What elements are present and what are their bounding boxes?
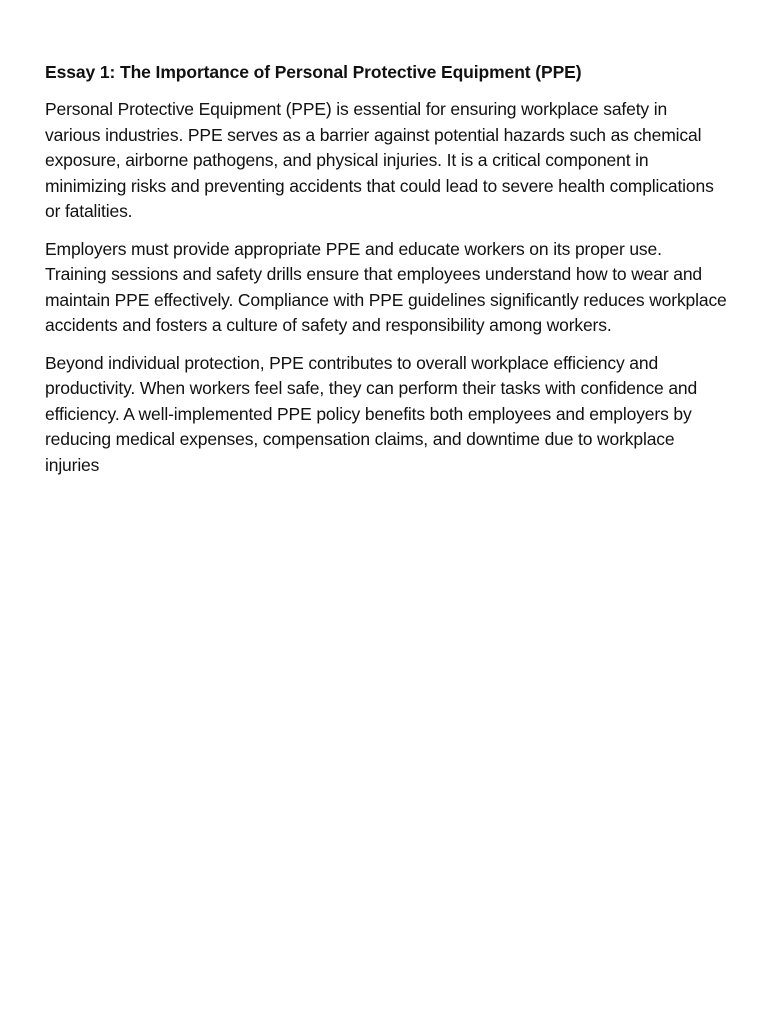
essay-title: Essay 1: The Importance of Personal Protective Equipment (PPE) — [45, 62, 582, 82]
paragraph-1: Personal Protective Equipment (PPE) is essential for ensuring workplace safety in various industries. PPE serves as a barrier against potential hazards such as chemical exposure, airborne pathogens, and physical injuries. It is a critical component in minimizing risks and preventing accidents that could lead to severe health complications or fatalities. — [45, 99, 714, 221]
paragraph-2: Employers must provide appropriate PPE and educate workers on its proper use. Training sessions and safety drills ensure that employees understand how to wear and maintain PPE effectively. Compliance with PPE guidelines significantly reduces workplace accidents and fosters a culture of safety and responsibility among workers. — [45, 238, 727, 335]
paragraph-3: Beyond individual protection, PPE contributes to overall workplace efficiency and productivity. When workers feel safe, they can perform their tasks with confidence and efficiency. A well-implemented PPE policy benefits both employees and employers by reducing medical expenses, compensation claims, and downtime due to workplace injuries — [45, 352, 698, 475]
essay-content — [45, 60, 727, 490]
